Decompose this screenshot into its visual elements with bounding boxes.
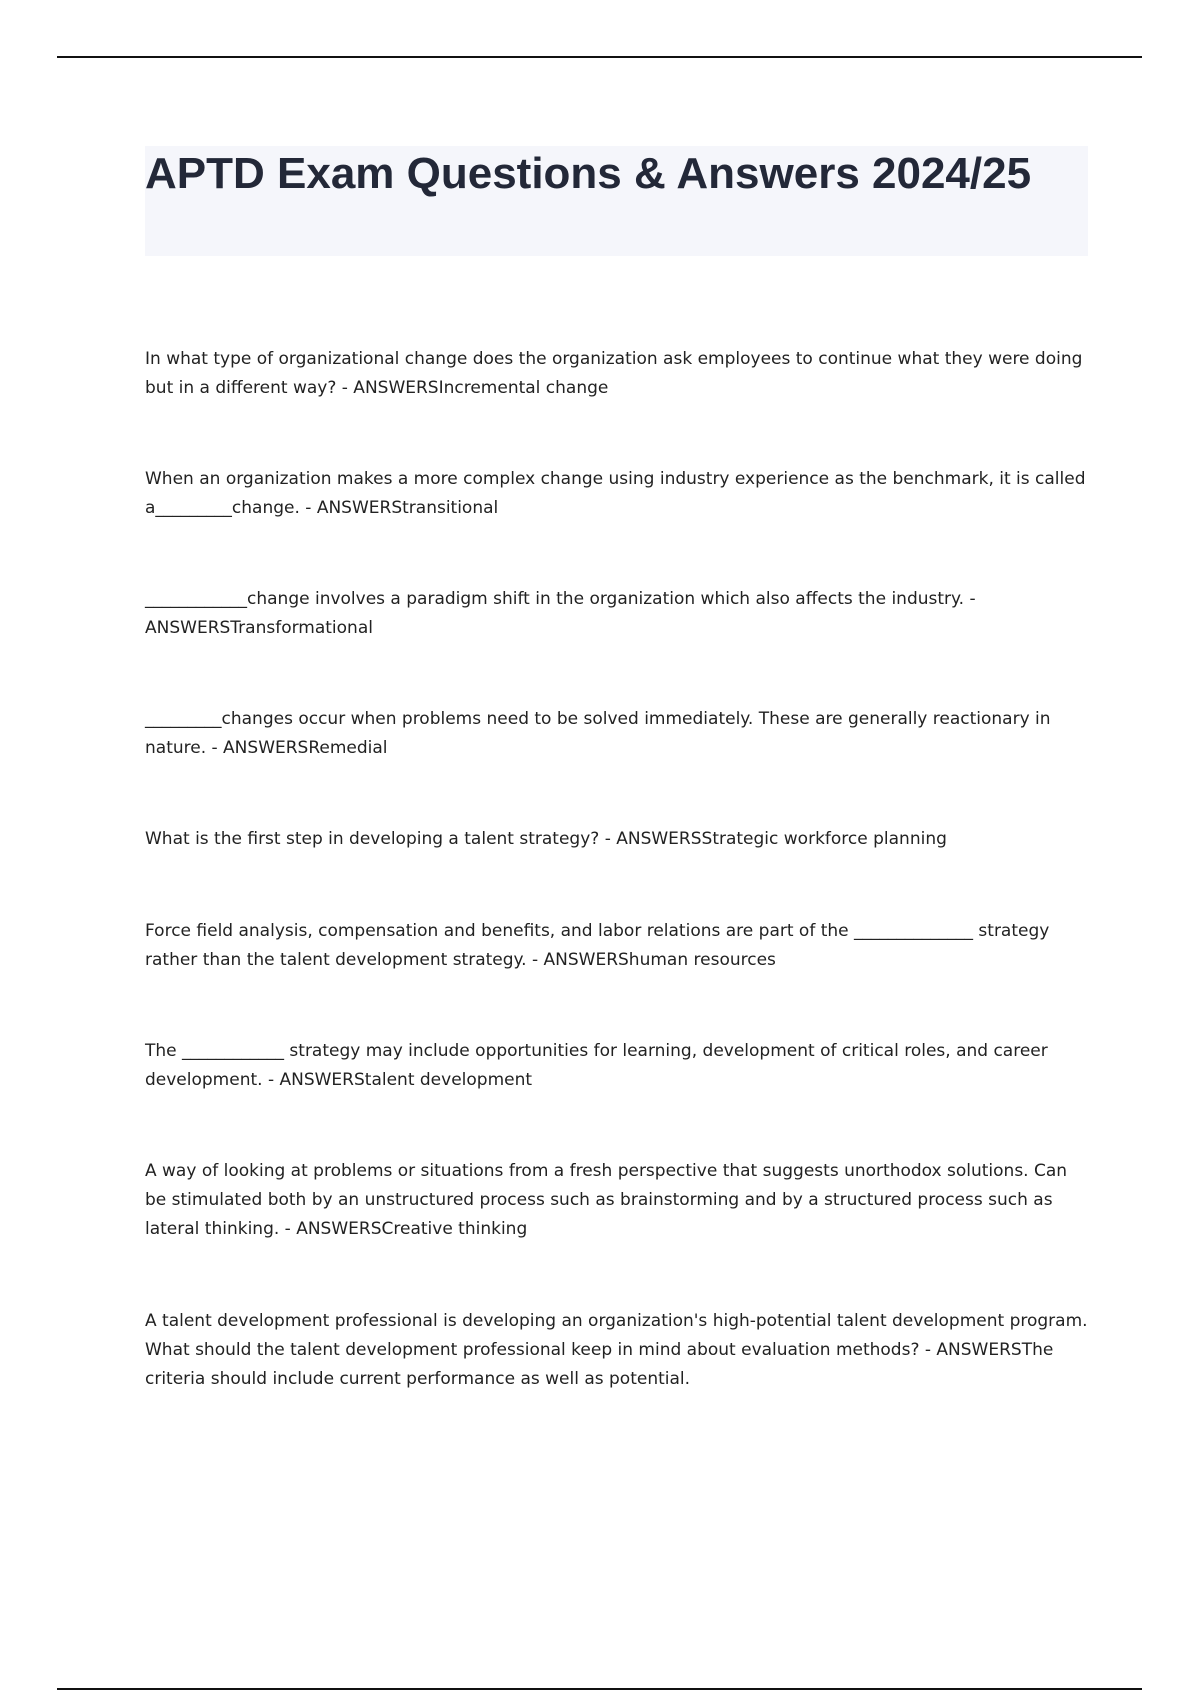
qa-item-1: In what type of organizational change does the organization ask employees to continue what they were doing but in a different way? - ANSWERSIncremental change	[145, 349, 1083, 398]
qa-item-3: ____________change involves a paradigm shift in the organization which also affects the industry. - ANSWERSTransformational	[145, 589, 976, 638]
qa-item-6: Force field analysis, compensation and benefits, and labor relations are part of the ______________ strategy rather than the talent development strategy. - ANSWERShuman resources	[145, 921, 1050, 970]
footer-rule	[57, 1688, 1142, 1690]
document-title: APTD Exam Questions & Answers 2024/25	[145, 149, 1032, 198]
qa-item-2: When an organization makes a more complex change using industry experience as the benchmark, it is called a_________change. - ANSWERStransitional	[145, 469, 1086, 518]
qa-item-4: _________changes occur when problems need to be solved immediately. These are generally reactionary in nature. - ANSWERSRemedial	[145, 709, 1051, 758]
qa-item-7: The ____________ strategy may include opportunities for learning, development of critical roles, and career development. - ANSWERStalent development	[145, 1041, 1048, 1090]
qa-item-9: A talent development professional is developing an organization's high-potential talent development program. What should the talent development professional keep in mind about evaluation methods? - ANSWERSThe criteria should include current performance as well as potential.	[145, 1311, 1088, 1389]
header-rule	[57, 56, 1142, 58]
qa-item-5: What is the first step in developing a talent strategy? - ANSWERSStrategic workforce planning	[145, 829, 947, 849]
qa-item-8: A way of looking at problems or situations from a fresh perspective that suggests unorthodox solutions. Can be stimulated both by an unstructured process such as brainstorming and by a structured process such as lateral thinking. - ANSWERSCreative thinking	[145, 1161, 1068, 1239]
